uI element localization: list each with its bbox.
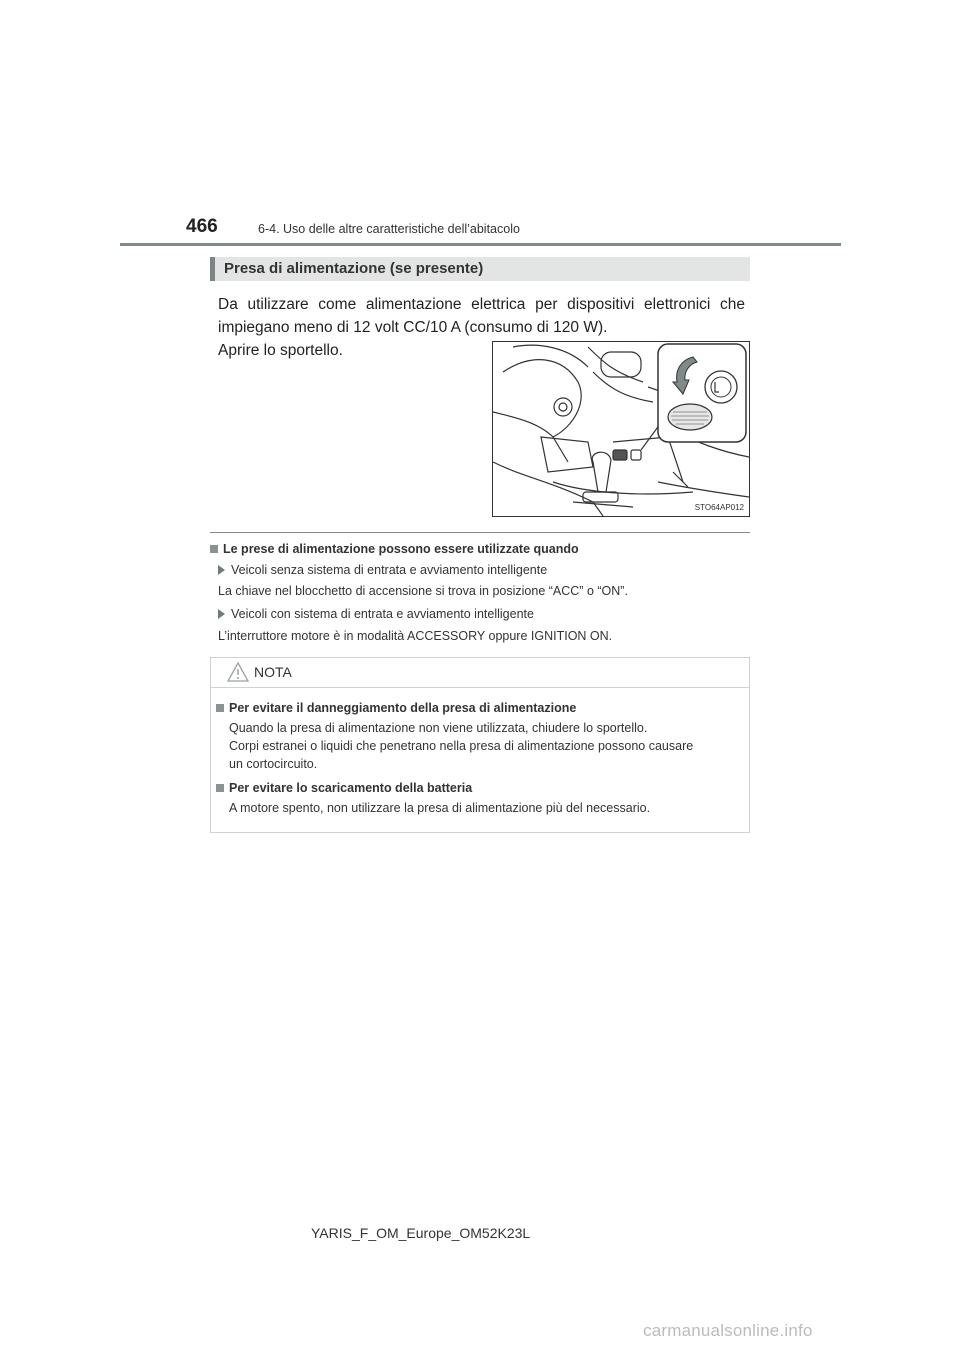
square-bullet-icon (210, 545, 218, 553)
footer-doc-id: YARIS_F_OM_Europe_OM52K23L (311, 1225, 531, 1241)
cabin-drawing (493, 342, 749, 516)
nota-item-2-line-1: A motore spento, non utilizzare la presa di alimentazione più del necessario. (229, 801, 651, 815)
conditions-heading-text: Le prese di alimentazione possono essere utilizzate quando (223, 542, 579, 556)
triangle-bullet-icon (218, 565, 225, 575)
condition-bullet-1 (218, 562, 547, 579)
condition-bullet-1-text: Veicoli senza sistema di entrata e avviamento intelligente (231, 563, 548, 577)
nota-item-2-heading-text: Per evitare lo scaricamento della batteria (229, 781, 473, 795)
nota-label: NOTA (254, 664, 292, 680)
section-divider (210, 532, 750, 533)
conditions-heading (210, 541, 579, 558)
header-rule (120, 243, 841, 246)
section-title-bar (210, 257, 750, 281)
condition-text-2: L’interruttore motore è in modalità ACCESSORY oppure IGNITION ON. (218, 629, 613, 643)
power-outlet-illustration (492, 341, 750, 517)
nota-item-2-heading (216, 780, 472, 797)
nota-item-1-line-3: un cortocircuito. (229, 757, 318, 771)
intro-paragraph: Da utilizzare come alimentazione elettrica per dispositivi elettronici che impiegano meno di 12 volt CC/10 A (consumo di 120 W). (218, 296, 745, 336)
instruction-text: Aprire lo sportello. (218, 342, 343, 359)
section-title: Presa di alimentazione (se presente) (224, 260, 484, 277)
figure-code: STO64AP012 (694, 503, 744, 512)
warning-triangle-icon (227, 662, 249, 682)
section-header: 6-4. Uso delle altre caratteristiche dell’abitacolo (258, 222, 520, 236)
nota-header (211, 658, 749, 688)
watermark: carmanualsonline.info (643, 1321, 813, 1340)
page-number: 466 (186, 216, 218, 237)
condition-bullet-2-text: Veicoli con sistema di entrata e avviamento intelligente (231, 607, 534, 621)
title-accent (210, 257, 215, 281)
nota-item-1-line-1: Quando la presa di alimentazione non viene utilizzata, chiudere lo sportello. (229, 721, 648, 735)
condition-bullet-2 (218, 606, 534, 623)
condition-text-1: La chiave nel blocchetto di accensione si trova in posizione “ACC” o “ON”. (218, 584, 628, 598)
nota-item-1-heading-text: Per evitare il danneggiamento della presa di alimentazione (229, 701, 577, 715)
nota-item-1-line-2: Corpi estranei o liquidi che penetrano nella presa di alimentazione possono causare (229, 739, 694, 753)
square-bullet-icon (216, 784, 224, 792)
nota-item-1-heading (216, 700, 576, 717)
square-bullet-icon (216, 704, 224, 712)
triangle-bullet-icon (218, 609, 225, 619)
